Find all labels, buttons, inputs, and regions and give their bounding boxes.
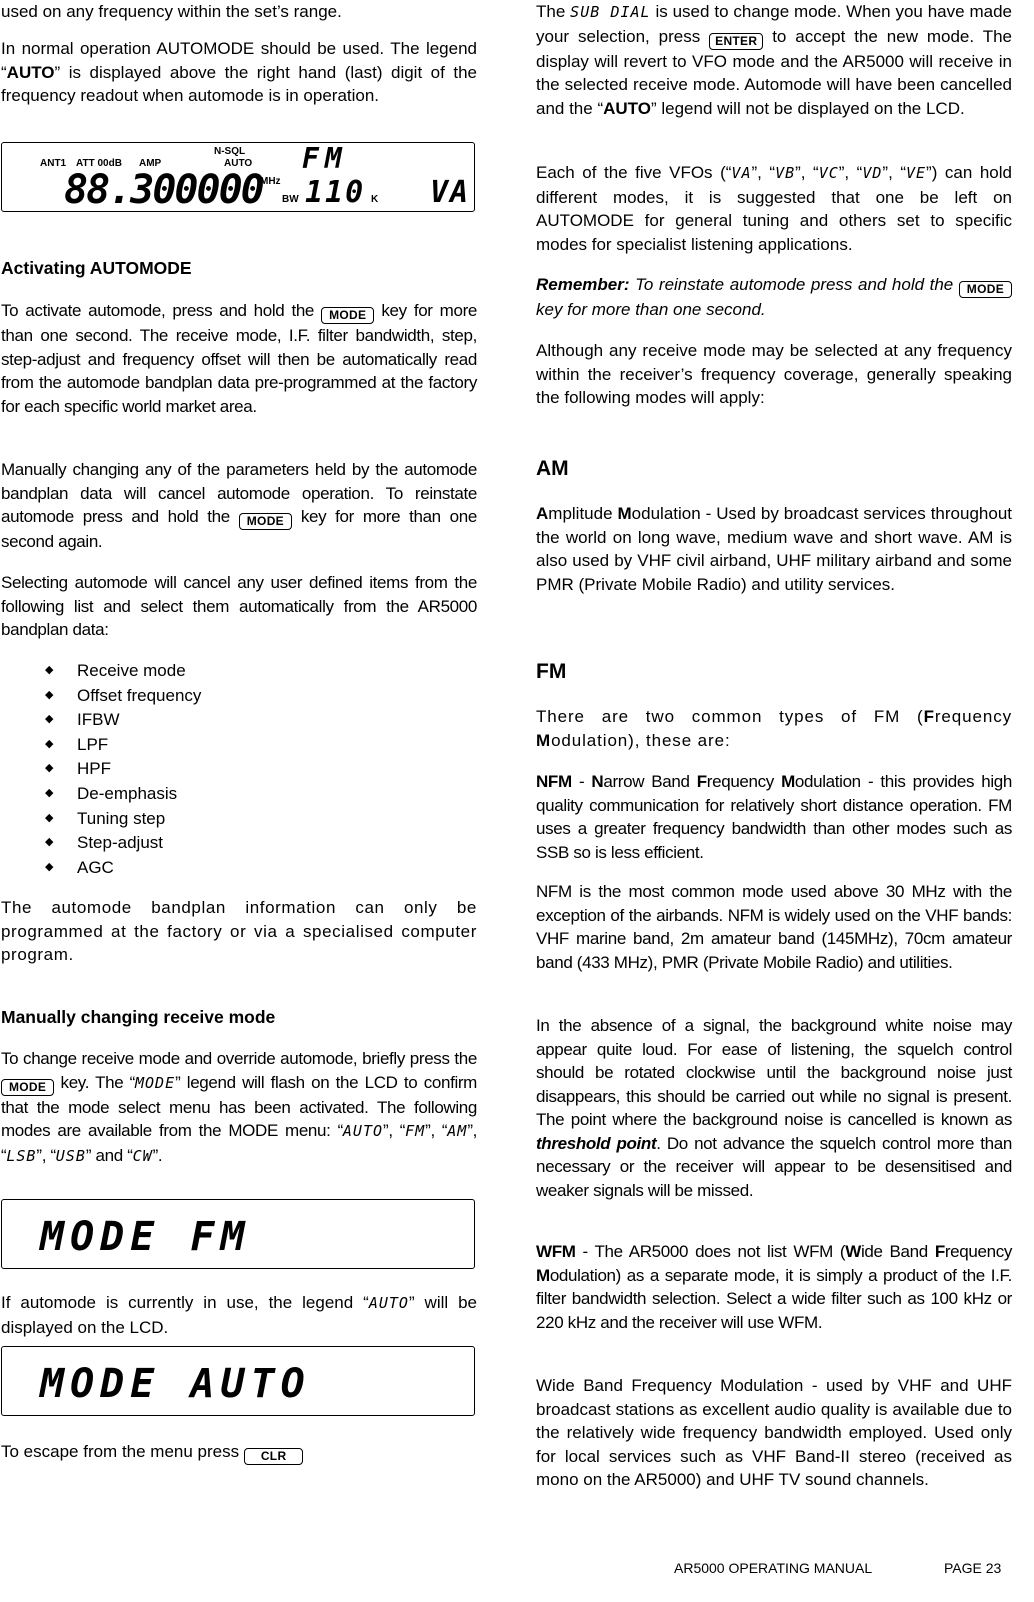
diamond-bullet-icon: ◆ xyxy=(45,762,54,775)
list-item: ◆ Step-adjust xyxy=(1,831,477,856)
heading-activating-automode: Activating AUTOMODE xyxy=(1,258,192,278)
mode-key-icon: MODE xyxy=(321,307,374,324)
lcd-ant-legend: ANT1 xyxy=(40,158,67,169)
paragraph-remember: Remember: To reinstate automode press and hold the MODE key for more than one second. xyxy=(536,273,1012,322)
diamond-bullet-icon: ◆ xyxy=(45,811,54,824)
paragraph-normal-operation: In normal operation AUTOMODE should be used. The legend “AUTO” is displayed above the right hand (last) digit of the frequency readout when automode is in operation. xyxy=(1,39,477,105)
paragraph-wfm: WFM - The AR5000 does not list WFM (Wide Band Frequency Modulation) as a separate mode, it is simply a product of the I.F. filter bandwidth selection. Select a wide filter such as 100 kHz or 220 kHz and the receiver will use WFM. xyxy=(536,1242,1013,1332)
list-item: ◆ De-emphasis xyxy=(1,782,477,807)
paragraph-wide-band-fm: Wide Band Frequency Modulation - used by VHF and UHF broadcast stations as excellent audio quality is available due to the relatively wide frequency bandwidth employed. Used only for local services such as VHF Band-II stereo (received as mono on the AR5000) and UHF TV sound channels. xyxy=(536,1376,1012,1489)
automode-parameter-list xyxy=(1,659,477,880)
paragraph-manual-cancel: Manually changing any of the parameters held by the automode bandplan data will cancel automode operation. To reinstate automode press and hold the MODE key for more than one second again. xyxy=(1,460,477,551)
lcd-amp-legend: AMP xyxy=(139,158,162,169)
lcd-nsql-legend: N-SQL xyxy=(214,146,246,157)
list-item: ◆ Offset frequency xyxy=(1,684,477,709)
list-item: ◆ IFBW xyxy=(1,708,477,733)
diamond-bullet-icon: ◆ xyxy=(45,688,54,701)
lcd-display-mode-auto xyxy=(1,1346,475,1416)
footer-page-number: PAGE 23 xyxy=(944,1560,1002,1576)
diamond-bullet-icon: ◆ xyxy=(45,860,54,873)
paragraph-nfm-usage: NFM is the most common mode used above 30 MHz with the exception of the airbands. NFM is widely used on the VHF bands: VHF marine band, 2m amateur band (145MHz), 70cm amateur band (433 MHz), PMR (Private Mobile Radio) and utilities. xyxy=(536,882,1012,972)
list-item: ◆ LPF xyxy=(1,733,477,758)
diamond-bullet-icon: ◆ xyxy=(45,664,54,676)
paragraph-auto-legend: If automode is currently in use, the legend “AUTO” will be displayed on the LCD. xyxy=(1,1293,478,1337)
paragraph-escape-menu: To escape from the menu press CLR xyxy=(1,1440,477,1465)
lcd-mode-auto-readout: MODE AUTO xyxy=(40,1361,311,1407)
list-item: ◆ HPF xyxy=(1,757,477,782)
heading-fm: FM xyxy=(536,660,567,683)
paragraph-change-mode: To change receive mode and override automode, briefly press the MODE key. The “MODE” legend will flash on the LCD to confirm that the mode select menu has been activated. The following modes are available from the MODE menu: “AUTO”, “FM”, “AM”, “LSB”, “USB” and “CW”. xyxy=(1,1049,477,1165)
lcd-auto-legend: AUTO xyxy=(224,158,253,169)
lcd-mode-fm-readout: MODE FM xyxy=(40,1214,251,1260)
footer-manual-title: AR5000 OPERATING MANUAL xyxy=(674,1560,873,1576)
heading-manually-changing: Manually changing receive mode xyxy=(1,1007,276,1027)
mode-key-icon: MODE xyxy=(239,513,292,530)
paragraph-fm-types: There are two common types of FM (Frequency Modulation), these are: xyxy=(536,707,1012,750)
lcd-display-frequency xyxy=(1,142,475,212)
mode-key-icon: MODE xyxy=(1,1079,54,1096)
lcd-mode-readout: FM xyxy=(302,142,348,175)
clr-key-icon: CLR xyxy=(244,1448,304,1465)
diamond-bullet-icon: ◆ xyxy=(45,836,54,849)
diamond-bullet-icon: ◆ xyxy=(45,713,54,726)
lcd-display-mode-fm xyxy=(1,1199,475,1269)
diamond-bullet-icon: ◆ xyxy=(45,786,54,799)
heading-am: AM xyxy=(536,457,569,480)
lcd-frequency-readout: 88.300000 xyxy=(64,167,263,213)
paragraph-sub-dial: The SUB DIAL is used to change mode. When you have made your selection, press ENTER to accept the new mode. The display will revert to VFO mode and the AR5000 will receive in the selected receive mode. Automode will have been cancelled and the “AUTO” legend will not be displayed on the LCD. xyxy=(536,2,1012,118)
diamond-bullet-icon: ◆ xyxy=(45,737,54,750)
lcd-bw-legend: BW xyxy=(282,194,299,205)
paragraph-five-vfos: Each of the five VFOs (“VA”, “VB”, “VC”, “VD”, “VE”) can hold different modes, it is suggested that one be left on AUTOMODE for general tuning and others set to specific modes for specialist listening applications. xyxy=(536,163,1012,254)
paragraph-am: Amplitude Modulation - Used by broadcast services throughout the world on long wave, medium wave and short wave. AM is also used by VHF civil airband, UHF military airband and some PMR (Private Mobile Radio) and utility services. xyxy=(536,504,1012,594)
lcd-att-legend: ATT 00dB xyxy=(76,158,122,169)
paragraph-modes-apply: Although any receive mode may be selected at any frequency within the receiver’s frequency coverage, generally speaking the following modes will apply: xyxy=(536,341,1012,407)
paragraph-bandplan-info: The automode bandplan information can only be programmed at the factory or via a specialised computer program. xyxy=(1,898,477,964)
lcd-bandwidth-readout: 110 xyxy=(305,175,366,210)
mode-key-icon: MODE xyxy=(959,281,1012,298)
list-item: ◆ Tuning step xyxy=(1,807,477,832)
lcd-mhz-legend: MHz xyxy=(260,176,281,187)
paragraph-selecting-automode: Selecting automode will cancel any user defined items from the following list and select them automatically from the AR5000 bandplan data: xyxy=(1,573,477,639)
paragraph-intro-tail: used on any frequency within the set’s range. xyxy=(1,2,342,21)
paragraph-activate-automode: To activate automode, press and hold the MODE key for more than one second. The receive mode, I.F. filter bandwidth, step, step-adjust and frequency offset will then be automatically read from the automode bandplan data pre-programmed at the factory for each specific world market area. xyxy=(1,301,477,416)
paragraph-nfm: NFM - Narrow Band Frequency Modulation - this provides high quality communication for relatively short distance operation. FM uses a greater frequency bandwidth than other modes such as SSB so is less efficient. xyxy=(536,772,1012,862)
lcd-k-legend: K xyxy=(371,194,379,205)
paragraph-squelch: In the absence of a signal, the background white noise may appear quite loud. For ease of listening, the squelch control should be rotated clockwise until the background noise just disappears, this should be carried out while no signal is present. The point where the background noise is cancelled is known as threshold point. Do not advance the squelch control more than necessary or the receiver will appear to be desensitised and weaker signals will be missed. xyxy=(536,1016,1012,1200)
enter-key-icon: ENTER xyxy=(709,33,763,50)
list-item: ◆ Receive mode xyxy=(1,659,477,684)
list-item: ◆ AGC xyxy=(1,856,477,881)
lcd-vfo-readout: VA xyxy=(430,175,471,210)
